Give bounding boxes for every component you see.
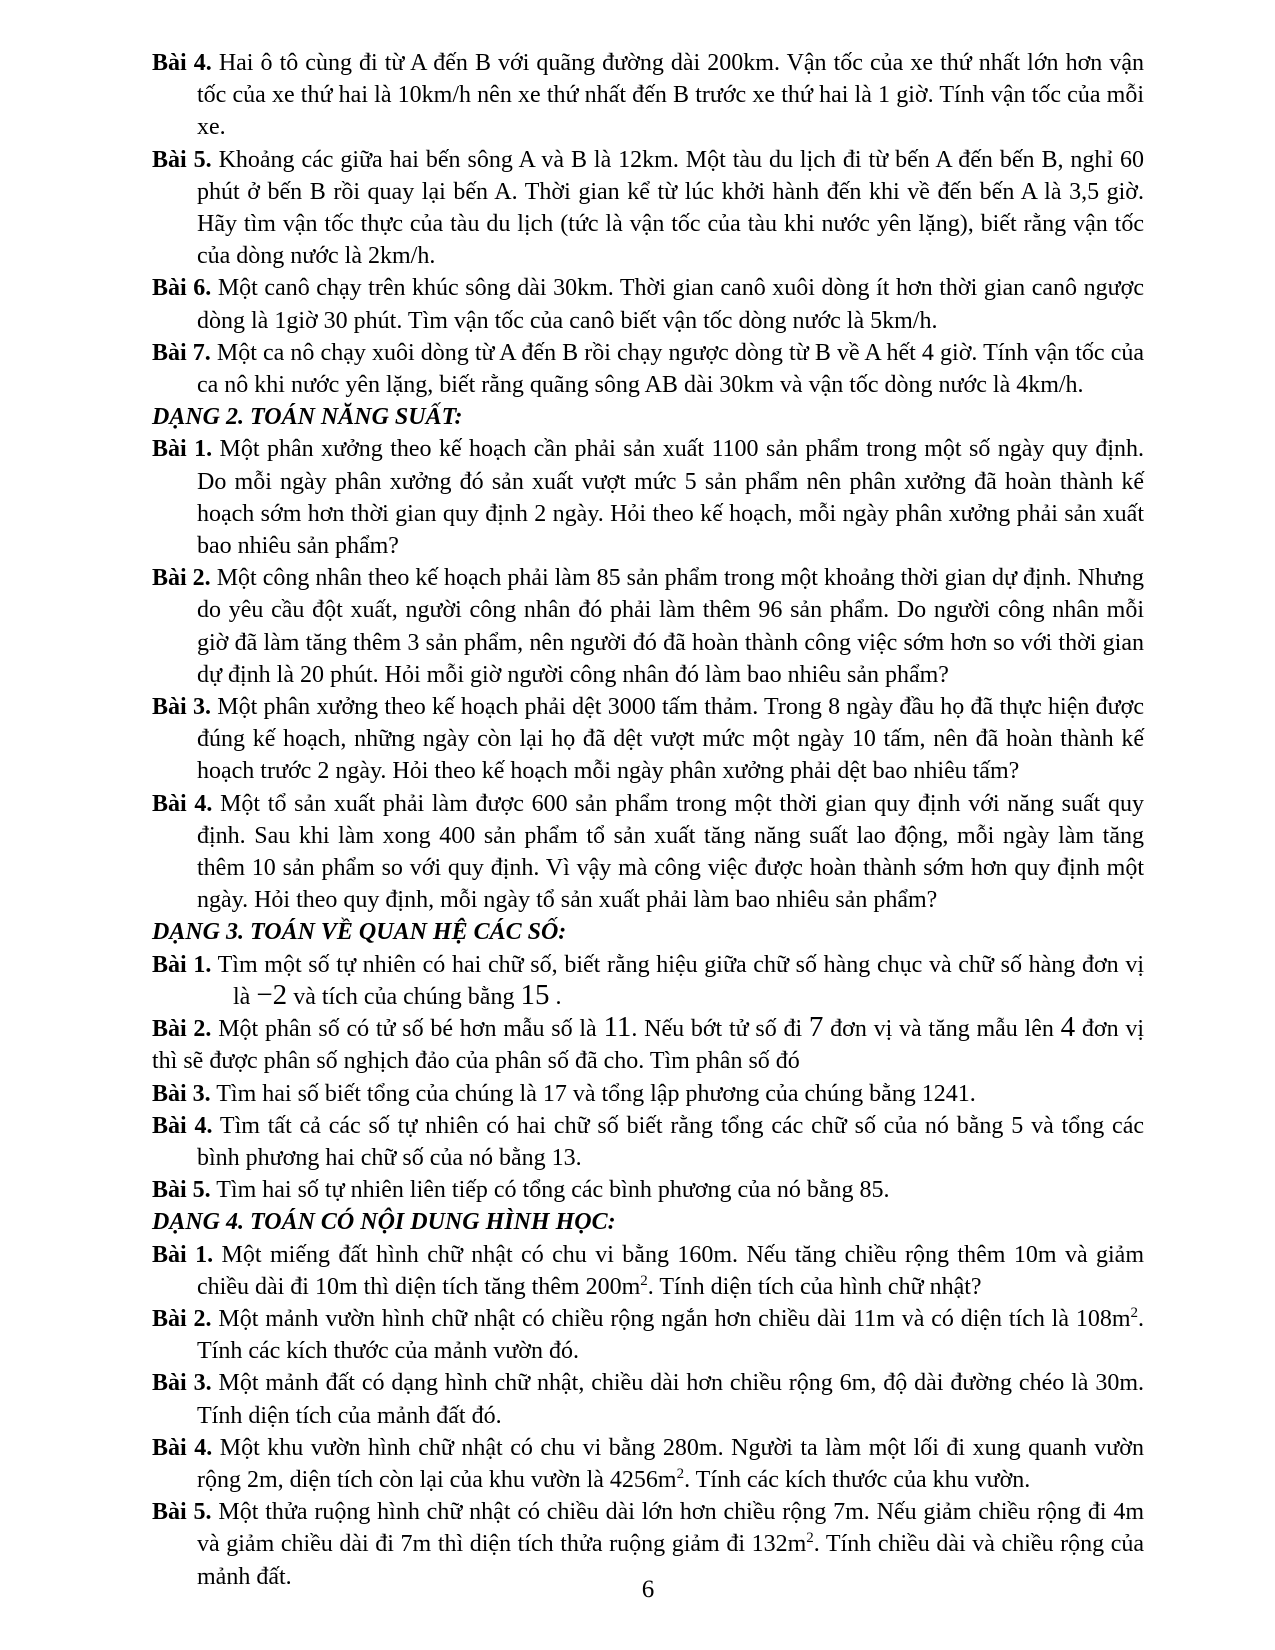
problem-label: Bài 1.	[152, 436, 213, 463]
problem-paragraph: Bài 4. Một tổ sản xuất phải làm được 600 sản phẩm trong một thời gian quy định với năng suất quy định. Sau khi làm xong 400 sản phẩm tổ sản xuất tăng năng suất lao động, mỗi ngày làm tăng thêm 10 sản phẩm so với quy định. Vì vậy mà công việc được hoàn thành sớm hơn quy định một ngày. Hỏi theo quy định, mỗi ngày tổ sản xuất phải làm bao nhiêu sản phẩm?	[152, 790, 1144, 914]
problem-paragraph: Bài 1. Một miếng đất hình chữ nhật có chu vi bằng 160m. Nếu tăng chiều rộng thêm 10m và giảm chiều dài đi 10m thì diện tích tăng thêm $200m^2$. Tính diện tích của hình chữ nhật?	[152, 1241, 1145, 1300]
problem-label: Bài 5.	[152, 1499, 212, 1526]
math-number: 4	[1060, 1011, 1076, 1044]
problem-paragraph: Bài 7. Một ca nô chạy xuôi dòng từ A đến B rồi chạy ngược dòng từ B về A hết 4 giờ. Tính vận tốc của ca nô khi nước yên lặng, biết rằng quãng sông AB dài 30km và vận tốc dòng nước là 4km/h.	[152, 339, 1144, 399]
math-number: 7	[808, 1011, 824, 1044]
problem-label: Bài 3.	[152, 1080, 211, 1107]
problem-label: Bài 3.	[152, 694, 211, 721]
problem-label: Bài 4.	[152, 1434, 213, 1461]
page-number: 6	[641, 1576, 655, 1603]
superscript: 2	[1130, 1304, 1139, 1321]
document-content	[152, 47, 1144, 1593]
problem-label: Bài 6.	[152, 275, 212, 302]
problem-label: Bài 1.	[152, 951, 212, 978]
problem-paragraph: Bài 5. Một thửa ruộng hình chữ nhật có chiều dài lớn hơn chiều rộng 7m. Nếu giảm chiều rộng đi 4m và giảm chiều dài đi 7m thì diện tích thửa ruộng giảm đi $132m^2$. Tính chiều dài và chiều rộng của mảnh đất.	[152, 1499, 1145, 1590]
problem-paragraph: Bài 3. Một phân xưởng theo kế hoạch phải dệt 3000 tấm thảm. Trong 8 ngày đầu họ đã thực hiện được đúng kế hoạch, những ngày còn lại họ đã dệt vượt mức một ngày 10 tấm, nên đã hoàn thành kế hoạch trước 2 ngày. Hỏi theo kế hoạch mỗi ngày phân xưởng phải dệt bao nhiêu tấm?	[152, 694, 1144, 785]
section-heading: DẠNG 3. TOÁN VỀ QUAN HỆ CÁC SỐ:	[152, 919, 567, 946]
problem-paragraph: Bài 1. Một phân xưởng theo kế hoạch cần phải sản xuất 1100 sản phẩm trong một số ngày quy định. Do mỗi ngày phân xưởng đó sản xuất vượt mức 5 sản phẩm nên phân xưởng đã hoàn thành kế hoạch sớm hơn thời gian quy định 2 ngày. Hỏi theo kế hoạch, mỗi ngày phân xưởng phải sản xuất bao nhiêu sản phẩm?	[152, 436, 1144, 560]
problem-paragraph: Bài 6. Một canô chạy trên khúc sông dài 30km. Thời gian canô xuôi dòng ít hơn thời gian canô ngược dòng là 1giờ 30 phút. Tìm vận tốc của canô biết vận tốc dòng nước là 5km/h.	[152, 275, 1144, 334]
problem-paragraph: Bài 4. Hai ô tô cùng đi từ A đến B với quãng đường dài 200km. Vận tốc của xe thứ nhất lớn hơn vận tốc của xe thứ hai là 10km/h nên xe thứ nhất đến B trước xe thứ hai là 1 giờ. Tính vận tốc của mỗi xe.	[152, 50, 1145, 141]
problem-label: Bài 1.	[152, 1241, 214, 1268]
problem-label: Bài 2.	[152, 565, 211, 592]
problem-paragraph: Bài 2. Một mảnh vườn hình chữ nhật có chiều rộng ngắn hơn chiều dài 11m và có diện tích là $108m^2$. Tính các kích thước của mảnh vườn đó.	[152, 1304, 1145, 1365]
superscript: 2	[676, 1465, 685, 1482]
problem-label: Bài 5.	[152, 1177, 211, 1204]
problem-label: Bài 3.	[152, 1370, 212, 1397]
problem-paragraph: Bài 5. Khoảng các giữa hai bến sông A và B là 12km. Một tàu du lịch đi từ bến A đến bến B, nghỉ 60 phút ở bến B rồi quay lại bến A. Thời gian kể từ lúc khởi hành đến khi về đến bến A là 3,5 giờ. Hãy tìm vận tốc thực của tàu du lịch (tức là vận tốc của tàu khi nước yên lặng), biết rằng vận tốc của dòng nước là 2km/h.	[152, 146, 1145, 270]
problem-label: Bài 4.	[152, 1112, 213, 1139]
problem-paragraph: Bài 5. Tìm hai số tự nhiên liên tiếp có tổng các bình phương của nó bằng 85.	[152, 1177, 890, 1204]
problem-paragraph: Bài 2. Một phân số có tử số bé hơn mẫu số là 11. Nếu bớt tử số đi 7 đơn vị và tăng mẫu lên 4 đơn vị thì sẽ được phân số nghịch đảo của phân số đã cho. Tìm phân số đó	[152, 1011, 1144, 1075]
math-number: −2	[256, 978, 288, 1011]
problem-label: Bài 4.	[152, 50, 212, 76]
problem-paragraph: Bài 1. Tìm một số tự nhiên có hai chữ số, biết rằng hiệu giữa chữ số hàng chục và chữ số hàng đơn vị là −2 và tích của chúng bằng 15 .	[152, 951, 1144, 1011]
math-number: 11	[603, 1011, 632, 1044]
section-heading: DẠNG 2. TOÁN NĂNG SUẤT:	[152, 404, 463, 431]
problem-label: Bài 2.	[152, 1016, 212, 1043]
problem-paragraph: Bài 4. Một khu vườn hình chữ nhật có chu vi bằng 280m. Người ta làm một lối đi xung quanh vườn rộng 2m, diện tích còn lại của khu vườn là $4256m^2$. Tính các kích thước của khu vườn.	[152, 1434, 1144, 1493]
problem-paragraph: Bài 3. Một mảnh đất có dạng hình chữ nhật, chiều dài hơn chiều rộng 6m, độ dài đường chéo là 30m. Tính diện tích của mảnh đất đó.	[152, 1370, 1145, 1429]
problem-label: Bài 5.	[152, 146, 212, 173]
problem-label: Bài 7.	[152, 339, 211, 366]
superscript: 2	[640, 1272, 648, 1289]
math-number: 15	[520, 978, 550, 1011]
section-heading: DẠNG 4. TOÁN CÓ NỘI DUNG HÌNH HỌC:	[152, 1209, 616, 1236]
problem-paragraph: Bài 4. Tìm tất cả các số tự nhiên có hai chữ số biết rằng tổng các chữ số của nó bằng 5 và tổng các bình phương hai chữ số của nó bằng 13.	[152, 1112, 1145, 1171]
problem-label: Bài 2.	[152, 1305, 212, 1332]
problem-paragraph: Bài 3. Tìm hai số biết tổng của chúng là 17 và tổng lập phương của chúng bằng 1241.	[152, 1080, 976, 1107]
problem-paragraph: Bài 2. Một công nhân theo kế hoạch phải làm 85 sản phẩm trong một khoảng thời gian dự định. Nhưng do yêu cầu đột xuất, người công nhân đó phải làm thêm 96 sản phẩm. Do người công nhân mỗi giờ đã làm tăng thêm 3 sản phẩm, nên người đó đã hoàn thành công việc sớm hơn so với thời gian dự định là 20 phút. Hỏi mỗi giờ người công nhân đó làm bao nhiêu sản phẩm?	[152, 565, 1144, 688]
superscript: 2	[806, 1530, 814, 1547]
problem-label: Bài 4.	[152, 790, 213, 817]
